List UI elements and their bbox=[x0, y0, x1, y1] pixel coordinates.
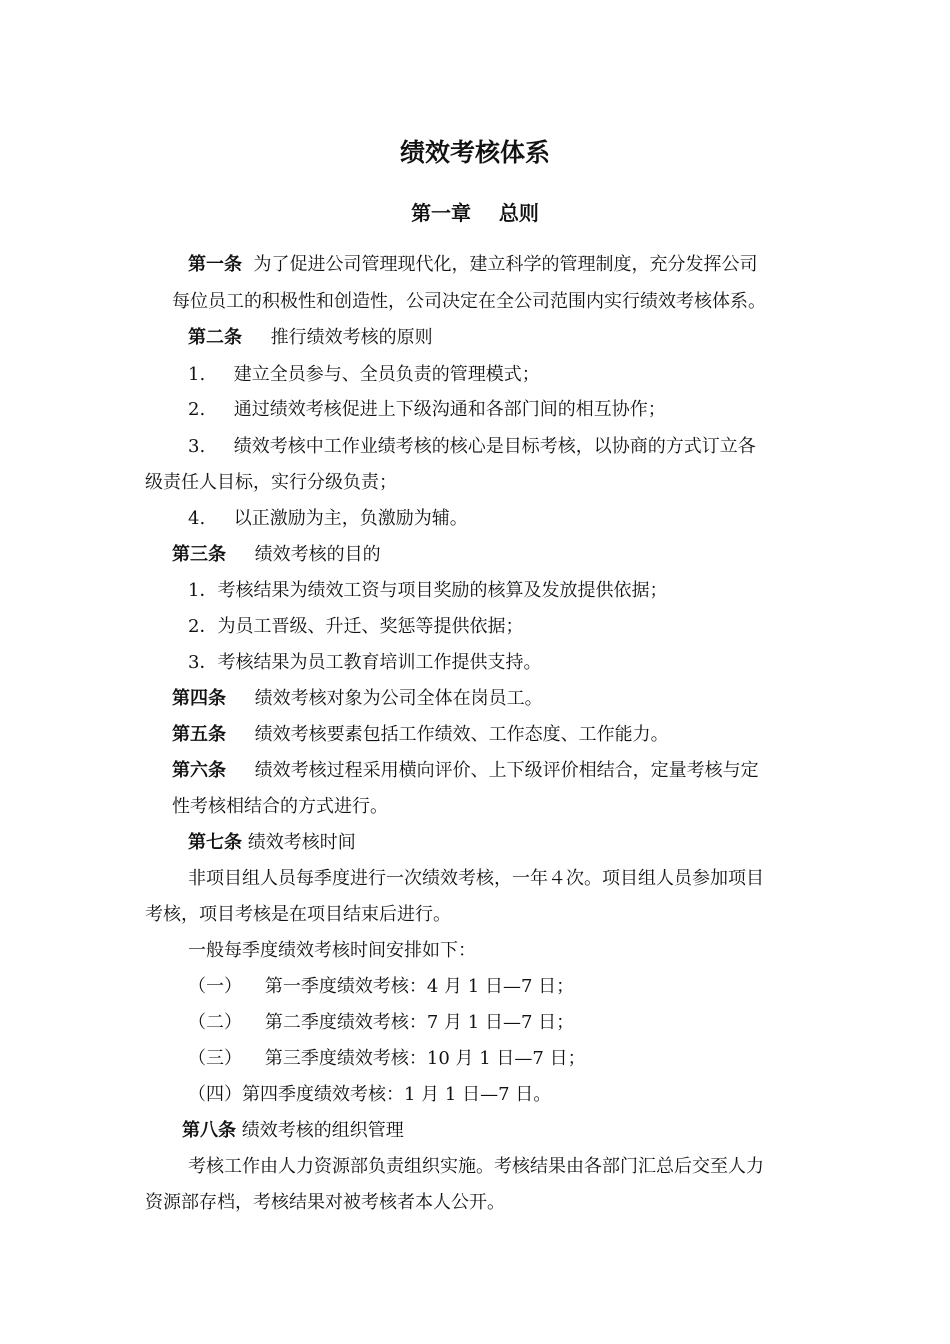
article-4-label: 第四条 bbox=[172, 688, 226, 709]
article-4-text: 绩效考核对象为公司全体在岗员工。 bbox=[254, 688, 543, 709]
principle-item: 4. 以正激励为主，负激励为辅。 bbox=[188, 508, 468, 529]
article-8-paragraph-continuation: 资源部存档，考核结果对被考核者本人公开。 bbox=[145, 1192, 505, 1213]
article-5-text: 绩效考核要素包括工作绩效、工作态度、工作能力。 bbox=[254, 724, 669, 745]
article-8-label: 第八条 bbox=[182, 1120, 236, 1141]
article-6-text: 绩效考核过程采用横向评价、上下级评价相结合，定量考核与定 bbox=[254, 760, 759, 781]
schedule-item: （二） 第二季度绩效考核：7 月 1 日—7 日； bbox=[188, 1012, 575, 1033]
document-title: 绩效考核体系 bbox=[399, 138, 550, 167]
article-1-continuation: 每位员工的积极性和创造性，公司决定在全公司范围内实行绩效考核体系。 bbox=[172, 291, 766, 312]
article-7-label: 第七条 bbox=[188, 832, 242, 853]
principle-item-continuation: 级责任人目标，实行分级负责； bbox=[145, 472, 397, 493]
article-2-label: 第二条 bbox=[188, 327, 242, 348]
schedule-item: （三） 第三季度绩效考核：10 月 1 日—7 日； bbox=[188, 1048, 586, 1069]
principle-item: 1. 建立全员参与、全员负责的管理模式； bbox=[188, 364, 540, 385]
article-1-text: 为了促进公司管理现代化，建立科学的管理制度，充分发挥公司 bbox=[253, 254, 758, 275]
article-3-text: 绩效考核的目的 bbox=[254, 544, 381, 565]
article-3 bbox=[172, 542, 381, 568]
article-8-text: 绩效考核的组织管理 bbox=[241, 1120, 404, 1141]
chapter-heading: 第一章 总则 bbox=[411, 201, 539, 225]
article-8-paragraph: 考核工作由人力资源部负责组织实施。考核结果由各部门汇总后交至人力 bbox=[188, 1156, 764, 1177]
schedule-item: （一） 第一季度绩效考核：4 月 1 日—7 日； bbox=[188, 976, 575, 997]
purpose-item: 2．为员工晋级、升迁、奖惩等提供依据； bbox=[188, 616, 524, 637]
purpose-item: 3．考核结果为员工教育培训工作提供支持。 bbox=[188, 652, 542, 673]
principle-item: 3. 绩效考核中工作业绩考核的核心是目标考核，以协商的方式订立各 bbox=[188, 436, 756, 457]
article-7-paragraph-continuation: 考核，项目考核是在项目结束后进行。 bbox=[145, 904, 451, 925]
article-6-label: 第六条 bbox=[172, 760, 226, 781]
article-6-continuation: 性考核相结合的方式进行。 bbox=[172, 796, 388, 817]
article-5 bbox=[172, 722, 669, 748]
article-1 bbox=[188, 252, 757, 278]
article-6 bbox=[172, 758, 759, 784]
article-8 bbox=[182, 1118, 404, 1144]
article-7 bbox=[188, 830, 356, 856]
schedule-intro: 一般每季度绩效考核时间安排如下： bbox=[188, 940, 476, 961]
article-2 bbox=[188, 325, 433, 351]
article-7-paragraph: 非项目组人员每季度进行一次绩效考核，一年４次。项目组人员参加项目 bbox=[188, 868, 764, 889]
article-7-text: 绩效考核时间 bbox=[247, 832, 356, 853]
article-4 bbox=[172, 686, 543, 712]
purpose-item: 1．考核结果为绩效工资与项目奖励的核算及发放提供依据； bbox=[188, 580, 668, 601]
principle-item: 2. 通过绩效考核促进上下级沟通和各部门间的相互协作； bbox=[188, 399, 666, 420]
article-5-label: 第五条 bbox=[172, 724, 226, 745]
article-1-label: 第一条 bbox=[188, 254, 242, 275]
article-2-text: 推行绩效考核的原则 bbox=[270, 327, 433, 348]
article-3-label: 第三条 bbox=[172, 544, 226, 565]
schedule-item: （四）第四季度绩效考核：1 月 1 日—7 日。 bbox=[188, 1084, 552, 1105]
